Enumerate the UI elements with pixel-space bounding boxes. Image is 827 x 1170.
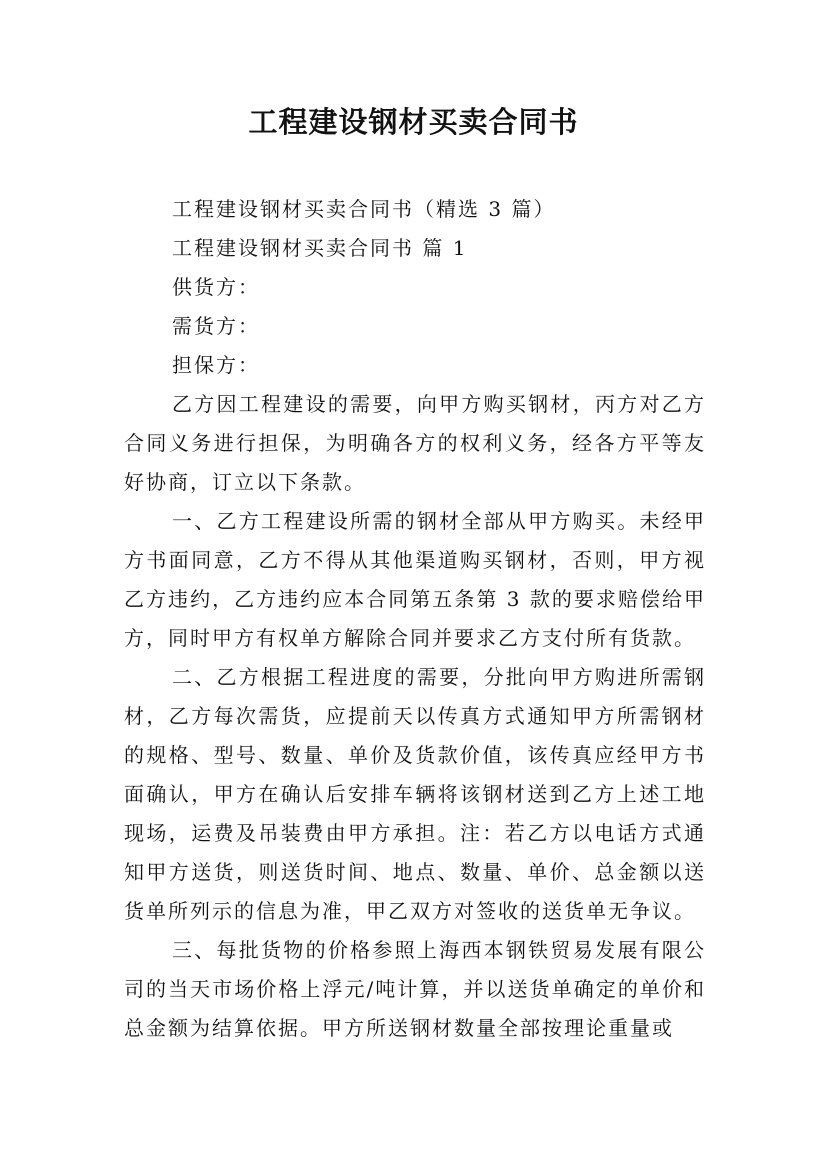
clause-one: 一、乙方工程建设所需的钢材全部从甲方购买。未经甲方书面同意，乙方不得从其他渠道购买钢材，否则，甲方视乙方违约，乙方违约应本合同第五条第 3 款的要求赔偿给甲方，同时甲方有权单方解除合同并要求乙方支付所有货款。 [124, 509, 706, 650]
clause-two: 二、乙方根据工程进度的需要，分批向甲方购进所需钢材，乙方每次需货，应提前天以传真方式通知甲方所需钢材的规格、型号、数量、单价及货款价值，该传真应经甲方书面确认，甲方在确认后安排车辆将该钢材送到乙方上述工地现场，运费及吊装费由甲方承担。注：若乙方以电话方式通知甲方送货，则送货时间、地点、数量、单价、总金额以送货单所列示的信息为准，甲乙双方对签收的送货单无争议。 [124, 665, 706, 923]
clause-three: 三、每批货物的价格参照上海西本钢铁贸易发展有限公司的当天市场价格上浮元/吨计算，并以送货单确定的单价和总金额为结算依据。甲方所送钢材数量全部按理论重量或 [124, 938, 706, 1040]
buyer-field: 需货方： [172, 314, 260, 338]
section-heading: 工程建设钢材买卖合同书 篇 1 [172, 236, 468, 260]
document-title: 工程建设钢材买卖合同书 [248, 105, 579, 139]
guarantor-field: 担保方： [172, 353, 260, 377]
document-body [124, 190, 706, 1048]
subtitle-line: 工程建设钢材买卖合同书（精选 3 篇） [172, 197, 556, 221]
supplier-field: 供货方： [172, 275, 260, 299]
preamble-paragraph: 乙方因工程建设的需要，向甲方购买钢材，丙方对乙方合同义务进行担保，为明确各方的权利义务，经各方平等友好协商，订立以下条款。 [124, 392, 706, 494]
